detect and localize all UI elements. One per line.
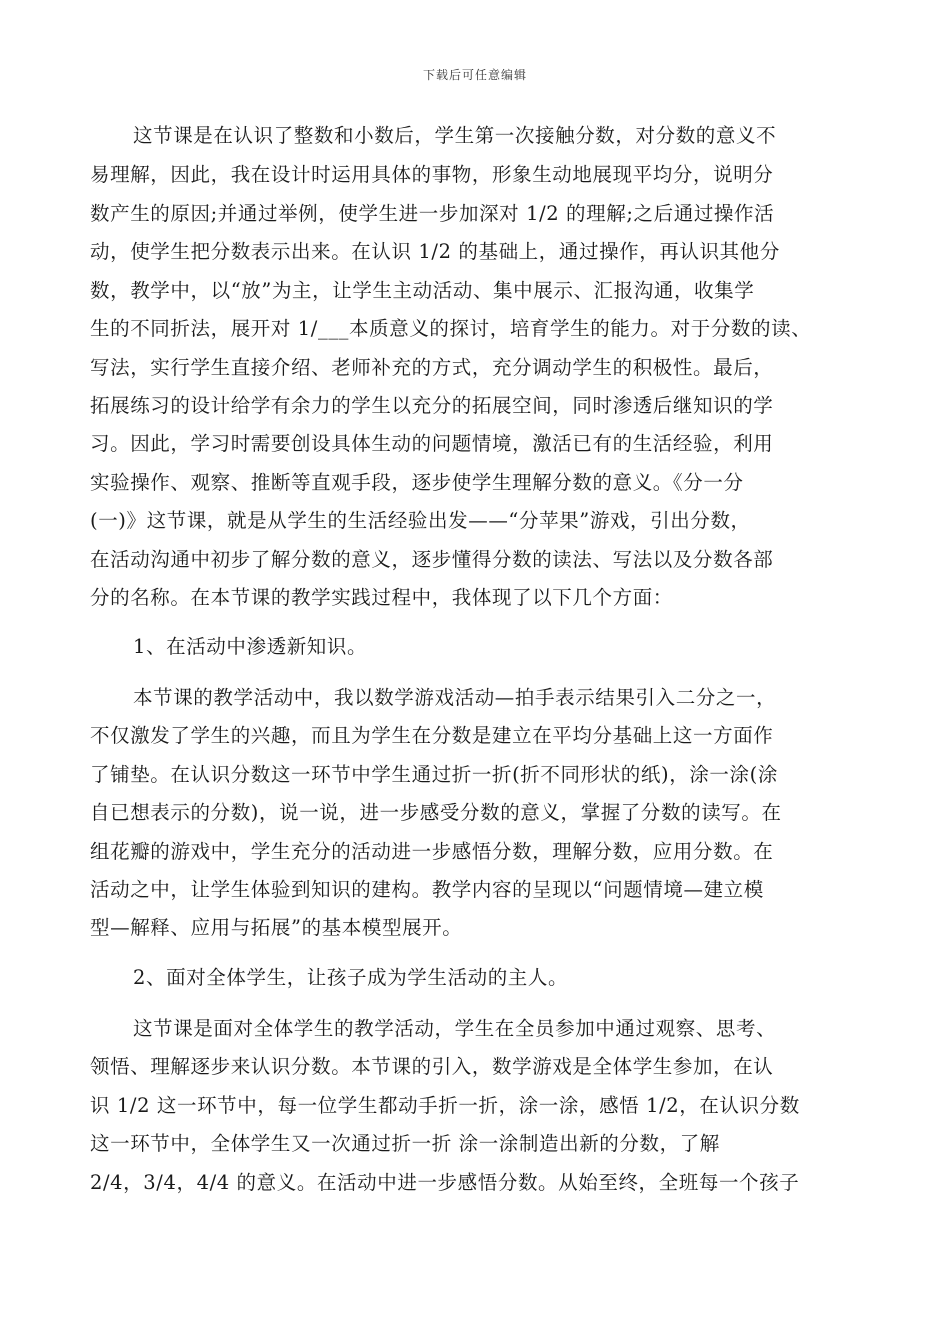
- paragraph-line: 写法，实行学生直接介绍、老师补充的方式，充分调动学生的积极性。最后，: [90, 356, 774, 379]
- paragraph-line: (一)》这节课，就是从学生的生活经验出发——“分苹果”游戏，引出分数，: [90, 509, 751, 532]
- paragraph-line: 实验操作、观察、推断等直观手段，逐步使学生理解分数的意义。《分一分: [90, 471, 744, 494]
- paragraph-line: 2/4，3/4，4/4 的意义。在活动中进一步感悟分数。从始至终，全班每一个孩子: [90, 1171, 800, 1194]
- paragraph-line: 本节课的教学活动中，我以数学游戏活动—拍手表示结果引入二分之一，: [133, 686, 777, 709]
- paragraph-line: 自已想表示的分数)，说一说，进一步感受分数的意义，掌握了分数的读写。在: [90, 801, 782, 824]
- paragraph-line: 分的名称。在本节课的教学实践过程中，我体现了以下几个方面：: [90, 586, 673, 609]
- paragraph-line: 拓展练习的设计给学有余力的学生以充分的拓展空间，同时渗透后继知识的学: [90, 394, 774, 417]
- paragraph-line: 活动之中，让学生体验到知识的建构。教学内容的呈现以“问题情境—建立模: [90, 878, 764, 901]
- paragraph-line: 组花瓣的游戏中，学生充分的活动进一步感悟分数，理解分数，应用分数。在: [90, 840, 774, 863]
- header-note: 下载后可任意编辑: [422, 68, 527, 82]
- paragraph-line: 这一环节中，全体学生又一次通过折一折 涂一涂制造出新的分数，了解: [90, 1132, 720, 1155]
- paragraph-line: 这节课是面对全体学生的教学活动，学生在全员参加中通过观察、思考、: [133, 1017, 777, 1040]
- paragraph-line: 型—解释、应用与拓展”的基本模型展开。: [90, 916, 463, 939]
- paragraph-line: 识 1/2 这一环节中，每一位学生都动手折一折，涂一涂，感悟 1/2，在认识分数: [90, 1094, 800, 1117]
- paragraph-line: 数，教学中，以“放”为主，让学生主动活动、集中展示、汇报沟通，收集学: [90, 279, 755, 302]
- paragraph-line: 易理解，因此，我在设计时运用具体的事物，形象生动地展现平均分，说明分: [90, 163, 774, 186]
- paragraph-line: 这节课是在认识了整数和小数后，学生第一次接触分数，对分数的意义不: [133, 124, 777, 147]
- paragraph-line: 领悟、理解逐步来认识分数。本节课的引入，数学游戏是全体学生参加，在认: [90, 1055, 774, 1078]
- section-heading: 2、面对全体学生，让孩子成为学生活动的主人。: [133, 966, 569, 989]
- paragraph-line: 在活动沟通中初步了解分数的意义，逐步懂得分数的读法、写法以及分数各部: [90, 548, 774, 571]
- paragraph-line: 习。因此，学习时需要创设具体生动的问题情境，激活已有的生活经验，利用: [90, 432, 774, 455]
- paragraph-line: 了铺垫。在认识分数这一环节中学生通过折一折(折不同形状的纸)，涂一涂(涂: [90, 763, 778, 786]
- paragraph-line: 不仅激发了学生的兴趣，而且为学生在分数是建立在平均分基础上这一方面作: [90, 724, 774, 747]
- paragraph-line: 数产生的原因;并通过举例，使学生进一步加深对 1/2 的理解;之后通过操作活: [90, 202, 775, 225]
- paragraph-line: 生的不同折法，展开对 1/___本质意义的探讨，培育学生的能力。对于分数的读、: [90, 317, 812, 340]
- section-heading: 1、在活动中渗透新知识。: [133, 635, 368, 658]
- paragraph-line: 动，使学生把分数表示出来。在认识 1/2 的基础上，通过操作，再认识其他分: [90, 240, 780, 263]
